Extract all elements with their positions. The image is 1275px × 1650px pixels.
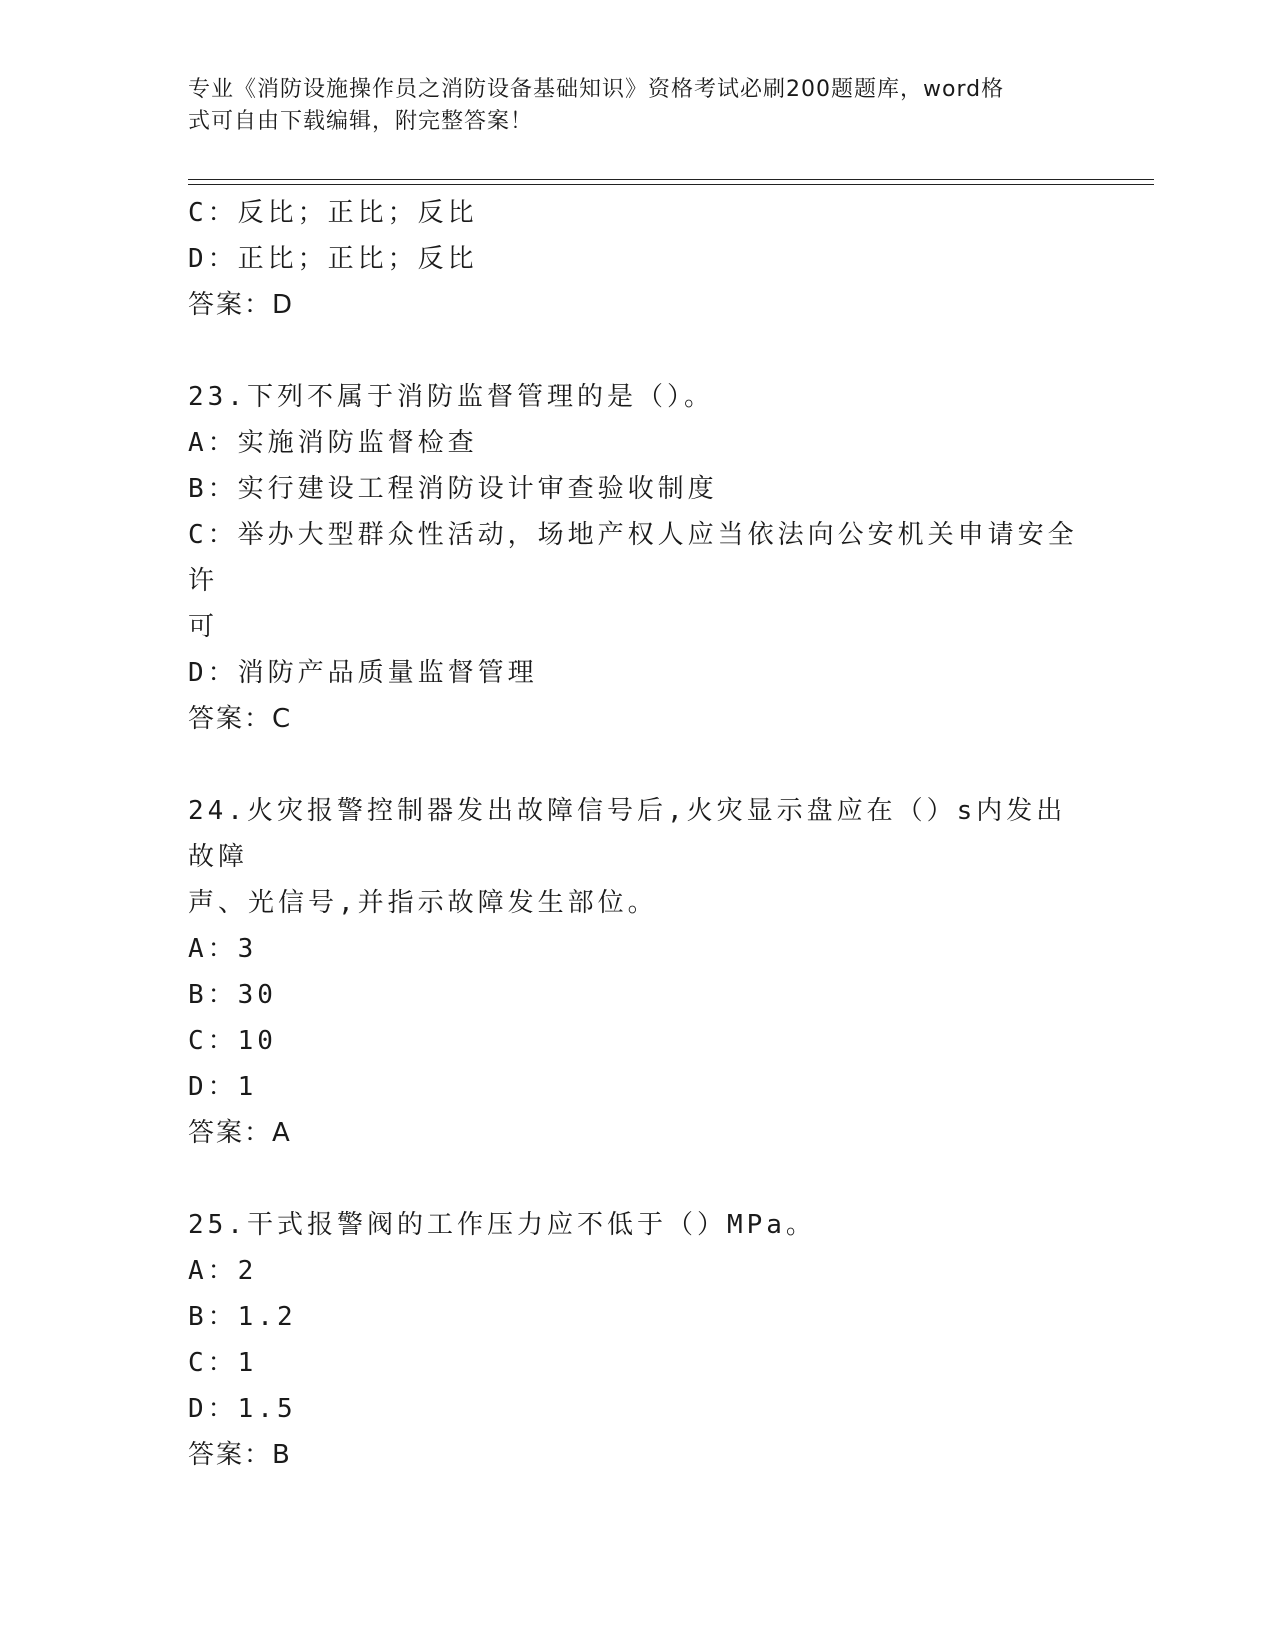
spacer [188, 328, 1088, 374]
answer: 答案：B [188, 1440, 292, 1470]
question-24 [188, 788, 1088, 1156]
spacer [188, 742, 1088, 788]
question-22-continuation [188, 190, 1088, 328]
question-23 [188, 374, 1088, 742]
question-stem-continuation: 声、光信号,并指示故障发生部位。 [188, 888, 658, 918]
option-c: C：10 [188, 1026, 277, 1056]
option-d: D：1.5 [188, 1394, 297, 1424]
header-line-1: 专业《消防设施操作员之消防设备基础知识》资格考试必刷200题题库，word格 [188, 77, 1005, 102]
option-d: D：1 [188, 1072, 258, 1102]
option-b: B：30 [188, 980, 277, 1010]
option-c: C：反比；正比；反比 [188, 198, 478, 228]
question-list [188, 190, 1088, 1478]
option-a: A：2 [188, 1256, 258, 1286]
option-c: C：举办大型群众性活动，场地产权人应当依法向公安机关申请安全许 [188, 520, 1078, 596]
answer: 答案：D [188, 290, 295, 320]
question-stem: 24.火灾报警控制器发出故障信号后,火灾显示盘应在（）s内发出故障 [188, 796, 1067, 872]
option-d: D：正比；正比；反比 [188, 244, 478, 274]
option-b: B：1.2 [188, 1302, 297, 1332]
option-b: B：实行建设工程消防设计审查验收制度 [188, 474, 718, 504]
question-25 [188, 1202, 1088, 1478]
option-c-continuation: 可 [188, 612, 219, 642]
option-d: D：消防产品质量监督管理 [188, 658, 538, 688]
header-divider-top [188, 179, 1154, 180]
spacer [188, 1156, 1088, 1202]
question-stem: 25.干式报警阀的工作压力应不低于（）MPa。 [188, 1210, 816, 1240]
option-a: A：实施消防监督检查 [188, 428, 478, 458]
option-a: A：3 [188, 934, 258, 964]
answer: 答案：A [188, 1118, 292, 1148]
question-stem: 23.下列不属于消防监督管理的是（）。 [188, 382, 714, 412]
answer: 答案：C [188, 704, 293, 734]
option-c: C：1 [188, 1348, 258, 1378]
header-line-2: 式可自由下载编辑，附完整答案！ [188, 109, 534, 134]
header-divider-bottom [188, 184, 1154, 185]
document-header [188, 74, 1088, 138]
